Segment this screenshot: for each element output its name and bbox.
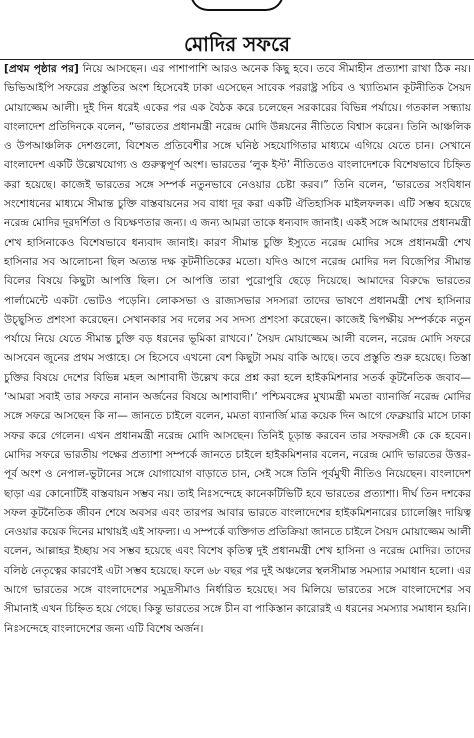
decorative-curve bbox=[190, 0, 284, 11]
article-title: মোদির সফরে bbox=[183, 32, 291, 56]
article-text: নিয়ে আসছেন। এর পাশাপাশি আরও অনেক কিছু হবে। তবে সীমাহীন প্রত্যাশা রাখা ঠিক নয়। ভিভিআইপি সফরের প্রস্তুতির অংশ হিসেবেই ঢাকা এসেছেন সাবেক পররাষ্ট্র সচিব ও খ্যাতিমান কূটনীতিক সৈয়দ মোয়াজ্জেম আলী। দুই দিন ধরেই একের পর এক বৈঠক করে চলেছেন সরকারের বিভিন্ন পর্যায়ে। গতকাল সন্ধ্যায় বাংলাদেশ প্রতিদিনকে বলেন, “ভারতের প্রধানমন্ত্রী নরেন্দ্র মোদি উন্নয়নের নীতিতে বিশ্বাস করেন। তিনি আঞ্চলিক ও উপআঞ্চলিক দেশগুলো, বিশেষত প্রতিবেশীর সঙ্গে ঘনিষ্ঠ সহযোগিতার মাধ্যমে এগিয়ে যেতে চান। সেখানে বাংলাদেশ একটি উল্লেখযোগ্য ও গুরুত্বপূর্ণ অংশ। ভারতের ‘লুক ইস্ট’ নীতিতেও বাংলাদেশকে বিশেষভাবে চিহ্নিত করা হয়েছে। কাজেই ভারতের সঙ্গে সম্পর্ক নতুনভাবে নেওয়ার চেষ্টা করব।” তিনি বলেন, ‘ভারতের সংবিধান সংশোধনের মাধ্যমে সীমান্ত চুক্তি বাস্তবায়নের সব বাধা দূর করা একটি ঐতিহাসিক মাইলফলক। এটি সম্ভব হয়েছে নরেন্দ্র মোদির দূরদর্শিতা ও বিচক্ষণতার জন্য। এ জন্য আমরা তাকে ধন্যবাদ জানাই। একই সঙ্গে আমাদের প্রধানমন্ত্রী শেখ হাসিনাকেও বিশেষভাবে ধন্যবাদ জানাই। কারণ সীমান্ত চুক্তি ইস্যুতে নরেন্দ্র মোদির সঙ্গে প্রধানমন্ত্রী শেখ হাসিনার সব আলোচনা ছিল অত্যন্ত দক্ষ কূটনীতিকের মতো। যদিও আগে নরেন্দ্র মোদির দল বিজেপির সীমান্ত বিলের বিষয়ে কিছুটা আপত্তি ছিল। সে আপত্তি তারা পুরোপুরি ছেড়ে দিয়েছে। আমাদের বিরুদ্ধে ভারতের পার্লামেন্টে একটা ভোটও পড়েনি। লোকসভা ও রাজ্যসভার সদস্যরা তাদের ভাষণে প্রধানমন্ত্রী শেখ হাসিনার উচ্ছ্বসিত প্রশংসা করেছেন। সেখানকার সব দলের সব সদস্য প্রশংসা করেছেন। কাজেই দ্বিপক্ষীয় সম্পর্ককে নতুন পর্যায়ে নিয়ে যেতে সীমান্ত চুক্তি বড় ধরনের ভূমিকা রাখবে।’ সৈয়দ মোয়াজ্জেম আলী বলেন, নরেন্দ্র মোদি সফরে আসবেন জুনের প্রথম সপ্তাহে। সে হিসেবে এখনো বেশ কিছুটা সময় বাকি আছে। তবে প্রস্তুতি শুরু হয়েছে। তিস্তা চুক্তির বিষয়ে দেশের বিভিন্ন মহল আশাবাদী উল্লেখ করে প্রশ্ন করা হলে হাইকমিশনার সতর্ক কূটনৈতিক জবাব— ‘আমরা সবাই তার সফরে নানান অর্জনের বিষয়ে আশাবাদী।’ পশ্চিমবঙ্গের মুখ্যমন্ত্রী মমতা ব্যানার্জি নরেন্দ্র মোদির সঙ্গে সফরে আসছেন কি না— জানতে চাইলে বলেন, মমতা ব্যানার্জি মাত্র কয়েক দিন আগে ফেব্রুয়ারি মাসে ঢাকা সফর করে গেলেন। এখন প্রধানমন্ত্রী নরেন্দ্র মোদি আসছেন। তিনিই চূড়ান্ত করবেন তার সফরসঙ্গী কে কে হবেন। মোদির সফরে ভারতীয় পক্ষের প্রত্যাশা সম্পর্কে জানতে চাইলে হাইকমিশনার বলেন, নরেন্দ্র মোদি ভারতের উত্তর-পূর্ব অংশ ও নেপাল-ভুটানের সঙ্গে যোগাযোগ বাড়াতে চান, সেই সঙ্গে তিনি পূর্বমুখী নীতিও নিয়েছেন। বাংলাদেশ ছাড়া এর কোনোটিই বাস্তবায়ন সম্ভব নয়। তাই নিঃসন্দেহে কানেকটিভিটি হবে ভারতের প্রত্যাশা। দীর্ঘ তিন দশকের সফল কূটনৈতিক জীবন শেষে অবসর এবং তারপর আবার ভারতে বাংলাদেশের হাইকমিশনারের চ্যালেঞ্জিং দায়িত্ব নেওয়ার কয়েক দিনের মাথায়ই এই সাফল্য। এ সম্পর্কে ব্যক্তিগত প্রতিক্রিয়া জানতে চাইলে সৈয়দ মোয়াজ্জেম আলী বলেন, আল্লাহর ইচ্ছায় সব সম্ভব হয়েছে এবং বিশেষ কৃতিত্ব দুই প্রধানমন্ত্রী শেখ হাসিনা ও নরেন্দ্র মোদির। তাদের বলিষ্ঠ নেতৃত্বের কারণেই এটা সম্ভব হয়েছে। ফলে ৬৮ বছর পর দুই অঞ্চলের স্থলসীমান্ত সমস্যার সমাধান হলো। এর আগে ভারতের সঙ্গে বাংলাদেশের সমুদ্রসীমাও নির্ধারিত হয়েছে। সব মিলিয়ে ভারতের সঙ্গে বাংলাদেশের সব সীমানাই এখন চিহ্নিত হয়ে গেছে। কিন্তু ভারতের সঙ্গে চীন বা পাকিস্তান কারোরই এ ধরনের সমস্যার সমাধান হয়নি। নিঃসন্দেহে বাংলাদেশের জন্য এটি বিশেষ অর্জন। bbox=[4, 63, 471, 635]
article-body bbox=[4, 60, 471, 736]
continuation-label: [প্রথম পৃষ্ঠার পর] bbox=[4, 63, 79, 75]
article-paragraph bbox=[4, 60, 471, 639]
previous-article-edge bbox=[0, 0, 474, 14]
